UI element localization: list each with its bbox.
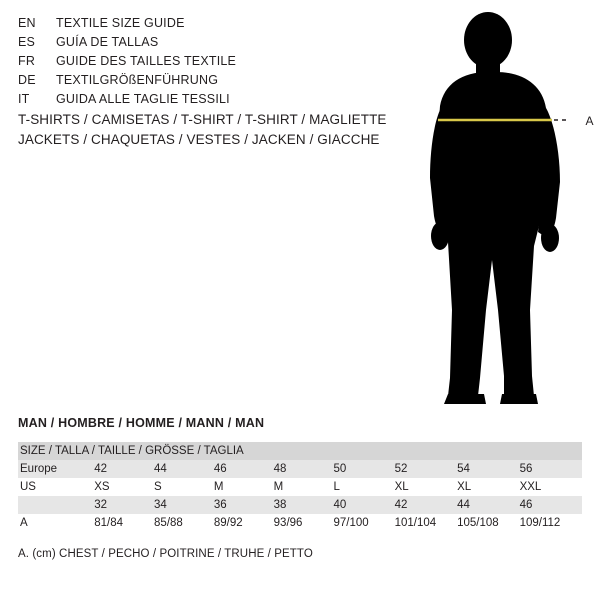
cell-numeric-7: 46 bbox=[520, 496, 582, 514]
legend-text-es: GUÍA DE TALLAS bbox=[56, 35, 159, 49]
cell-europe-6: 54 bbox=[457, 460, 519, 478]
cell-us-5: XL bbox=[395, 478, 457, 496]
cell-a-2: 89/92 bbox=[214, 514, 274, 532]
legend-row bbox=[18, 16, 378, 35]
male-silhouette-icon bbox=[400, 10, 600, 410]
cell-europe-0: 42 bbox=[94, 460, 154, 478]
legend-code-it: IT bbox=[18, 92, 30, 106]
legend-row bbox=[18, 92, 378, 111]
cell-numeric-3: 38 bbox=[274, 496, 334, 514]
legend-text-fr: GUIDE DES TAILLES TEXTILE bbox=[56, 54, 237, 68]
category-tshirts: T-SHIRTS / CAMISETAS / T-SHIRT / T-SHIRT / MAGLIETTE bbox=[18, 112, 387, 127]
table-row bbox=[18, 478, 582, 496]
cell-a-4: 97/100 bbox=[333, 514, 394, 532]
cell-numeric-0: 32 bbox=[94, 496, 154, 514]
table-row bbox=[18, 496, 582, 514]
cell-us-2: M bbox=[214, 478, 274, 496]
table-row bbox=[18, 514, 582, 532]
size-table bbox=[18, 442, 582, 532]
cell-us-4: L bbox=[333, 478, 394, 496]
cell-a-1: 85/88 bbox=[154, 514, 214, 532]
cell-europe-7: 56 bbox=[520, 460, 582, 478]
table-header-label: SIZE / TALLA / TAILLE / GRÖSSE / TAGLIA bbox=[18, 442, 582, 460]
body-silhouette-figure bbox=[400, 10, 600, 410]
cell-europe-4: 50 bbox=[333, 460, 394, 478]
legend-row bbox=[18, 73, 378, 92]
cell-numeric-2: 36 bbox=[214, 496, 274, 514]
cell-us-3: M bbox=[274, 478, 334, 496]
row-label-numeric bbox=[18, 496, 94, 514]
cell-a-6: 105/108 bbox=[457, 514, 519, 532]
cell-us-0: XS bbox=[94, 478, 154, 496]
legend-row bbox=[18, 35, 378, 54]
legend-row bbox=[18, 54, 378, 73]
legend-text-de: TEXTILGRÖßENFÜHRUNG bbox=[56, 73, 219, 87]
cell-a-5: 101/104 bbox=[395, 514, 457, 532]
row-label-us: US bbox=[18, 478, 94, 496]
legend-code-fr: FR bbox=[18, 54, 36, 68]
measure-marker-a: A bbox=[585, 114, 594, 128]
cell-us-6: XL bbox=[457, 478, 519, 496]
group-label-man: MAN / HOMBRE / HOMME / MANN / MAN bbox=[18, 416, 265, 430]
legend-code-de: DE bbox=[18, 73, 36, 87]
cell-us-7: XXL bbox=[520, 478, 582, 496]
cell-a-7: 109/112 bbox=[520, 514, 582, 532]
category-jackets: JACKETS / CHAQUETAS / VESTES / JACKEN / GIACCHE bbox=[18, 132, 380, 147]
language-legend bbox=[18, 16, 378, 111]
table-header-row bbox=[18, 442, 582, 460]
cell-numeric-4: 40 bbox=[333, 496, 394, 514]
legend-code-en: EN bbox=[18, 16, 36, 30]
legend-code-es: ES bbox=[18, 35, 36, 49]
legend-text-en: TEXTILE SIZE GUIDE bbox=[56, 16, 185, 30]
legend-text-it: GUIDA ALLE TAGLIE TESSILI bbox=[56, 92, 230, 106]
table-row bbox=[18, 460, 582, 478]
cell-numeric-6: 44 bbox=[457, 496, 519, 514]
row-label-a: A bbox=[18, 514, 94, 532]
cell-a-0: 81/84 bbox=[94, 514, 154, 532]
category-list bbox=[18, 110, 418, 150]
cell-europe-1: 44 bbox=[154, 460, 214, 478]
cell-a-3: 93/96 bbox=[274, 514, 334, 532]
row-label-europe: Europe bbox=[18, 460, 94, 478]
cell-europe-3: 48 bbox=[274, 460, 334, 478]
cell-numeric-5: 42 bbox=[395, 496, 457, 514]
cell-europe-5: 52 bbox=[395, 460, 457, 478]
footnote-chest-measure: A. (cm) CHEST / PECHO / POITRINE / TRUHE / PETTO bbox=[18, 548, 313, 560]
cell-numeric-1: 34 bbox=[154, 496, 214, 514]
cell-europe-2: 46 bbox=[214, 460, 274, 478]
cell-us-1: S bbox=[154, 478, 214, 496]
